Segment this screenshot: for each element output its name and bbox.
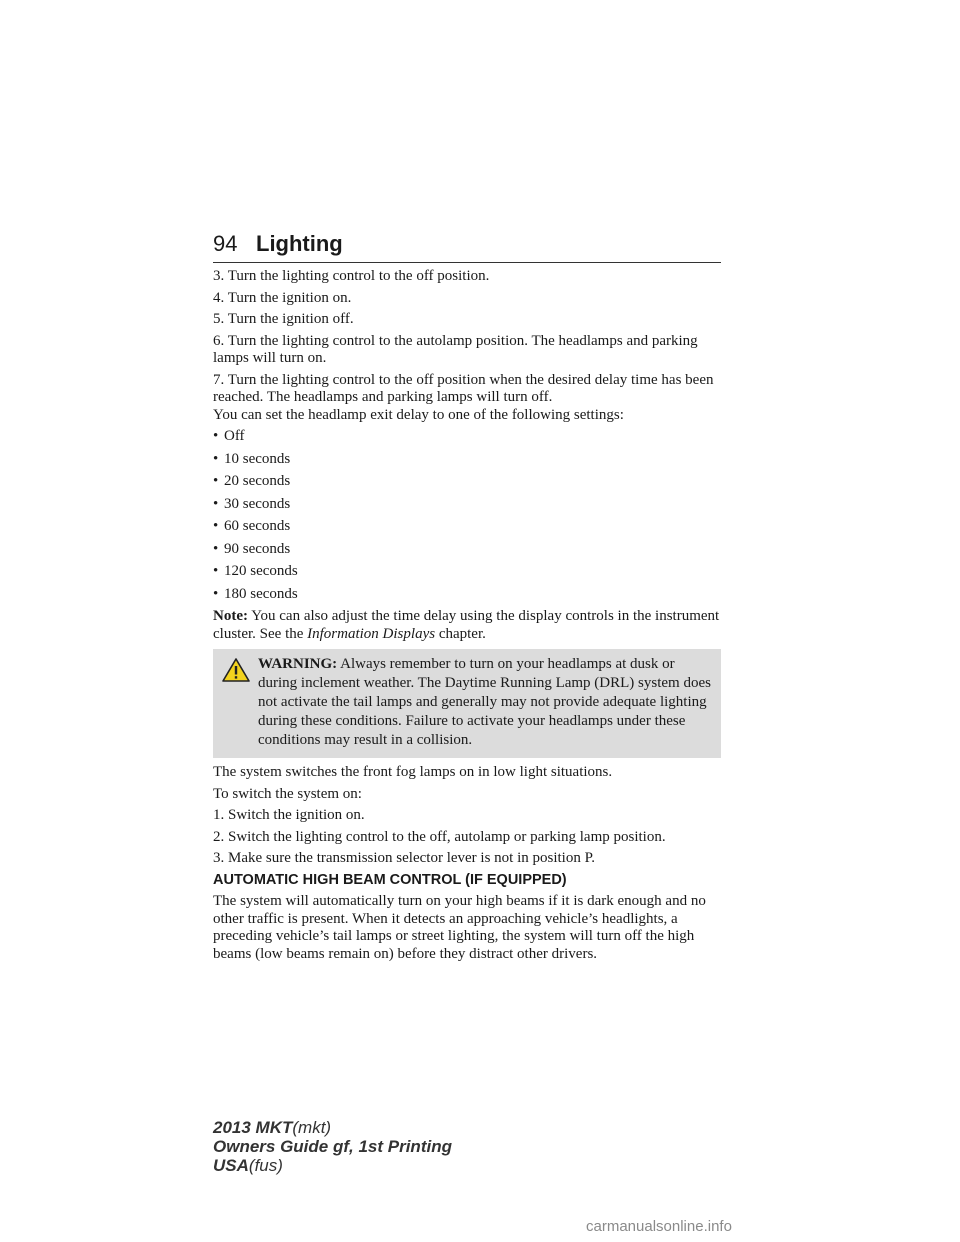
warning-label: WARNING: <box>258 656 338 672</box>
warning-box <box>213 649 721 758</box>
note-reference: Information Displays <box>307 625 436 642</box>
bullet-icon: • <box>213 495 219 512</box>
page-number: 94 <box>213 231 238 256</box>
footer-line: USA(fus) <box>213 1156 283 1175</box>
bullet-icon: • <box>213 518 219 534</box>
step-text: 3. Make sure the transmission selector lever is not in position P. <box>213 850 596 866</box>
bullet-icon: • <box>213 540 219 557</box>
step-text: 1. Switch the ignition on. <box>213 807 365 823</box>
bullet-icon: • <box>213 473 219 489</box>
note-label: Note: <box>213 608 248 624</box>
list-item: • 120 seconds <box>213 563 298 579</box>
fog-intro: The system switches the front fog lamps on in low light situations. <box>213 764 613 780</box>
step-text: 4. Turn the ignition on. <box>213 289 352 306</box>
fog-lead: To switch the system on: <box>213 785 362 802</box>
bullet-icon: • <box>213 428 219 444</box>
step-text: 3. Turn the lighting control to the off position. <box>213 268 490 284</box>
step-text: 2. Switch the lighting control to the off, autolamp or parking lamp position. <box>213 828 666 845</box>
page-footer <box>213 1118 452 1175</box>
note-text: You can also adjust the time delay using the display controls in the instrument cluster. See the <box>213 608 720 642</box>
bullet-icon: • <box>213 585 219 602</box>
list-item: • 30 seconds <box>213 495 291 512</box>
list-item: • Off <box>213 428 245 444</box>
section-title: Lighting <box>256 231 343 256</box>
warning-body <box>219 655 715 750</box>
settings-intro: You can set the headlamp exit delay to one of the following settings: <box>213 406 624 423</box>
step-text: 7. Turn the lighting control to the off position when the desired delay time has been reached. The headlamps and parking lamps will turn off. <box>213 371 714 405</box>
warning-triangle-icon <box>221 657 251 683</box>
high-beam-body: The system will automatically turn on your high beams if it is dark enough and no other traffic is present. When it detects an approaching vehicle’s headlights, a preceding vehicle’s tail lamps or street lighting, the system will turn off the high beams (low beams remain on) before they distract other drivers. <box>213 893 706 962</box>
watermark: carmanualsonline.info <box>586 1218 732 1235</box>
note <box>213 608 721 643</box>
list-item: • 20 seconds <box>213 473 291 489</box>
list-item: • 90 seconds <box>213 540 291 557</box>
page-content <box>213 268 721 967</box>
warning-text: Always remember to turn on your headlamps at dusk or during inclement weather. The Daytime Running Lamp (DRL) system does not activate the tail lamps and generally may not provide adequate lighting during these conditions. Failure to activate your headlamps under these conditions may result in a collision. <box>258 656 711 748</box>
footer-line: Owners Guide gf, 1st Printing <box>213 1137 452 1156</box>
list-item: • 10 seconds <box>213 450 291 467</box>
settings-list <box>213 428 721 603</box>
note-tail: chapter. <box>438 625 486 642</box>
section-heading: AUTOMATIC HIGH BEAM CONTROL (IF EQUIPPED) <box>213 871 567 888</box>
step-text: 6. Turn the lighting control to the autolamp position. The headlamps and parking lamps will turn on. <box>213 332 698 366</box>
bullet-icon: • <box>213 450 219 467</box>
list-item: • 180 seconds <box>213 585 298 602</box>
footer-line: 2013 MKT(mkt) <box>213 1118 332 1137</box>
step-text: 5. Turn the ignition off. <box>213 311 354 327</box>
list-item: • 60 seconds <box>213 518 291 534</box>
page-header <box>213 230 721 263</box>
bullet-icon: • <box>213 563 219 579</box>
